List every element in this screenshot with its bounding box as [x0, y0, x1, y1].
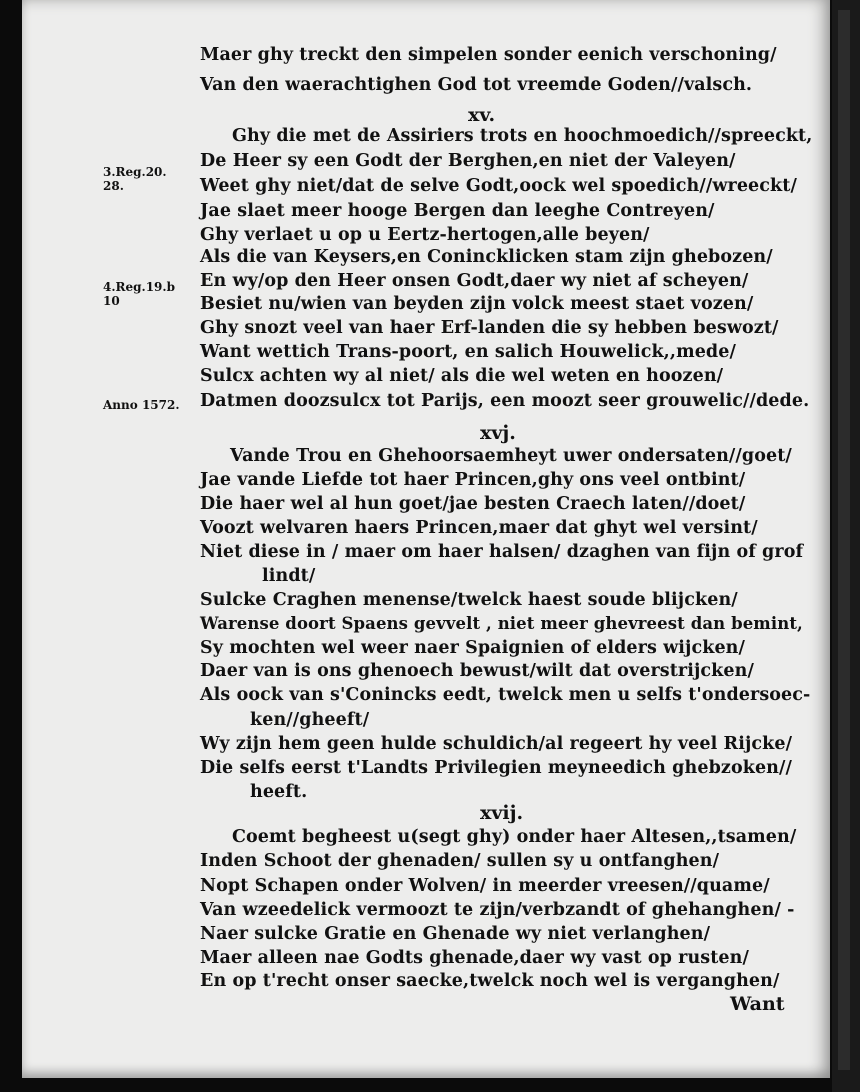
text-line: Vande Trou en Ghehoorsaemheyt uwer ondersaten//goet/	[230, 446, 792, 466]
text-line: Sulcx achten wy al niet/ als die wel weten en hoozen/	[200, 366, 724, 386]
catchword: Want	[730, 993, 785, 1015]
text-line: Als oock van s'Conincks eedt, twelck men u selfs t'ondersoec-	[200, 685, 811, 705]
section-heading: xv.	[468, 104, 496, 126]
section-heading: xvj.	[480, 422, 516, 444]
page-edge	[832, 0, 860, 1092]
text-line: Besiet nu/wien van beyden zijn volck meest staet vozen/	[200, 294, 754, 314]
margin-note: Anno 1572.	[103, 398, 180, 412]
text-line: Jae slaet meer hooge Bergen dan leeghe Contreyen/	[200, 201, 715, 221]
text-line: En op t'recht onser saecke,twelck noch wel is verganghen/	[200, 971, 780, 991]
text-line: Datmen doozsulcx tot Parijs, een moozt seer grouwelic//dede.	[200, 391, 810, 411]
text-line: Wy zijn hem geen hulde schuldich/al regeert hy veel Rijcke/	[200, 734, 793, 754]
text-line: Niet diese in / maer om haer halsen/ dzaghen van fijn of grof	[200, 542, 804, 562]
text-line: Van den waerachtighen God tot vreemde Goden//valsch.	[200, 75, 753, 95]
text-line: Naer sulcke Gratie en Ghenade wy niet verlanghen/	[200, 924, 711, 944]
text-line: heeft.	[250, 782, 308, 802]
text-line: Weet ghy niet/dat de selve Godt,oock wel spoedich//wreeckt/	[200, 176, 797, 196]
text-line: Ghy die met de Assiriers trots en hoochmoedich//spreeckt,	[232, 126, 813, 146]
text-line: lindt/	[262, 566, 316, 586]
section-heading: xvij.	[480, 802, 524, 824]
text-line: Nopt Schapen onder Wolven/ in meerder vreesen//quame/	[200, 876, 770, 896]
text-line: ken//gheeft/	[250, 710, 370, 730]
text-line: Die selfs eerst t'Landts Privilegien meyneedich ghebzoken//	[200, 758, 792, 778]
margin-note: 4.Reg.19.b 10	[103, 280, 175, 308]
text-line: Voozt welvaren haers Princen,maer dat ghyt wel versint/	[200, 518, 758, 538]
text-line: En wy/op den Heer onsen Godt,daer wy niet af scheyen/	[200, 271, 749, 291]
text-line: Daer van is ons ghenoech bewust/wilt dat overstrijcken/	[200, 661, 754, 681]
text-line: Sulcke Craghen menense/twelck haest soude blijcken/	[200, 590, 738, 610]
text-line: Ghy snozt veel van haer Erf-landen die sy hebben beswozt/	[200, 318, 779, 338]
text-line: Van wzeedelick vermoozt te zijn/verbzandt of ghehanghen/ -	[200, 900, 795, 920]
text-line: Want wettich Trans-poort, en salich Houwelick,,mede/	[200, 342, 736, 362]
margin-note: 3.Reg.20. 28.	[103, 165, 167, 193]
text-line: Jae vande Liefde tot haer Princen,ghy ons veel ontbint/	[200, 470, 746, 490]
text-line: Ghy verlaet u op u Eertz-hertogen,alle beyen/	[200, 225, 650, 245]
text-line: Inden Schoot der ghenaden/ sullen sy u ontfanghen/	[200, 851, 720, 871]
text-line: De Heer sy een Godt der Berghen,en niet der Valeyen/	[200, 151, 736, 171]
text-line: Coemt begheest u(segt ghy) onder haer Altesen,,tsamen/	[232, 827, 797, 847]
text-line: Als die van Keysers,en Conincklicken stam zijn ghebozen/	[200, 247, 773, 267]
text-line: Warense doort Spaens gevvelt , niet meer ghevreest dan bemint,	[200, 614, 803, 633]
text-line: Maer alleen nae Godts ghenade,daer wy vast op rusten/	[200, 948, 749, 968]
text-line: Maer ghy treckt den simpelen sonder eenich verschoning/	[200, 45, 777, 65]
text-line: Sy mochten wel weer naer Spaignien of elders wijcken/	[200, 638, 745, 658]
text-line: Die haer wel al hun goet/jae besten Craech laten//doet/	[200, 494, 746, 514]
